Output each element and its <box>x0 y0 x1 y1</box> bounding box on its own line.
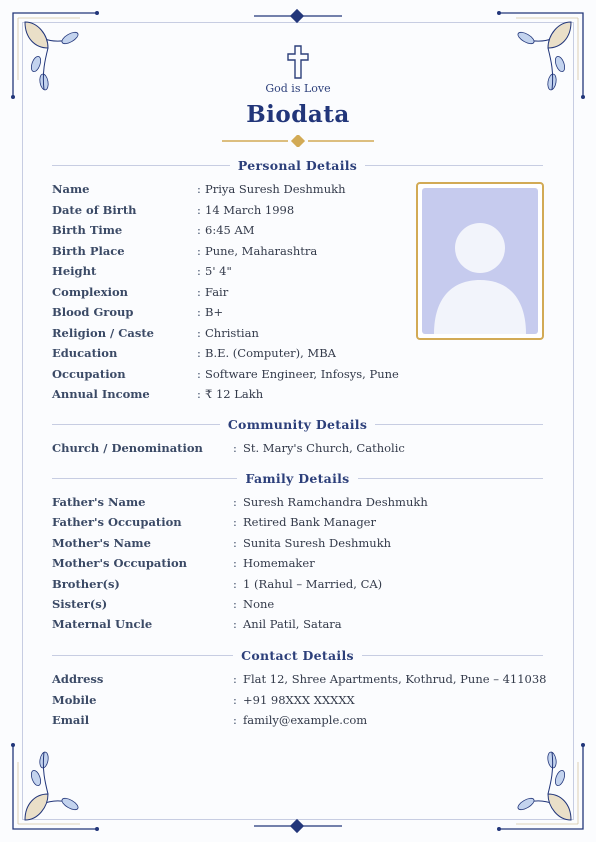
field-label: Religion / Caste <box>52 325 154 340</box>
field-separator: : <box>197 325 201 340</box>
family-detail-row <box>52 596 532 612</box>
field-label: Email <box>52 713 90 727</box>
field-value: 1 (Rahul – Married, CA) <box>243 576 383 591</box>
title-divider <box>222 135 374 147</box>
field-value: B+ <box>205 305 224 319</box>
community-detail-row <box>52 440 532 456</box>
profile-photo-frame <box>416 182 544 340</box>
field-value: 5' 4" <box>205 264 232 278</box>
field-value: Sunita Suresh Deshmukh <box>243 535 392 550</box>
field-separator: : <box>233 495 237 509</box>
person-silhouette-icon <box>422 188 538 334</box>
family-detail-row <box>52 535 532 551</box>
field-label: Height <box>52 264 97 278</box>
personal-detail-row <box>52 345 532 361</box>
field-separator: : <box>233 535 237 550</box>
field-separator: : <box>197 182 201 196</box>
field-label: Occupation <box>52 366 126 381</box>
family-detail-row <box>52 576 532 592</box>
field-separator: : <box>233 692 237 707</box>
field-label: Father's Occupation <box>52 515 182 530</box>
field-separator: : <box>233 576 237 591</box>
field-value: Fair <box>205 284 229 299</box>
field-value: ₹ 12 Lakh <box>205 387 264 401</box>
field-label: Mother's Name <box>52 535 151 550</box>
family-detail-row <box>52 616 532 632</box>
field-label: Annual Income <box>52 387 150 401</box>
field-value: 14 March 1998 <box>205 202 295 217</box>
field-value: Pune, Maharashtra <box>205 243 318 258</box>
cross-icon <box>287 45 309 79</box>
corner-ornament-bl <box>11 743 99 831</box>
field-value: +91 98XXX XXXXX <box>243 692 355 707</box>
field-label: Father's Name <box>52 495 146 509</box>
contact-detail-row <box>52 712 532 728</box>
field-value: Flat 12, Shree Apartments, Kothrud, Pune – 411038 <box>243 672 547 686</box>
field-label: Mother's Occupation <box>52 556 188 571</box>
field-value: Anil Patil, Satara <box>243 617 342 632</box>
field-separator: : <box>233 556 237 571</box>
field-separator: : <box>233 617 237 632</box>
page-title: Biodata <box>246 101 350 128</box>
field-label: Church / Denomination <box>52 441 203 455</box>
section-header-community <box>52 417 543 431</box>
field-value: 6:45 AM <box>205 223 255 237</box>
field-separator: : <box>197 305 201 319</box>
field-value: St. Mary's Church, Catholic <box>243 441 405 455</box>
field-separator: : <box>197 202 201 217</box>
field-value: B.E. (Computer), MBA <box>205 346 336 360</box>
field-separator: : <box>233 515 237 530</box>
field-label: Maternal Uncle <box>52 617 153 632</box>
field-separator: : <box>233 597 237 611</box>
contact-detail-row <box>52 671 547 687</box>
field-separator: : <box>233 672 237 686</box>
field-separator: : <box>233 441 237 455</box>
field-label: Complexion <box>52 284 128 299</box>
field-separator: : <box>197 346 201 360</box>
field-value: None <box>243 597 275 611</box>
field-label: Birth Place <box>52 243 125 258</box>
field-value: Software Engineer, Infosys, Pune <box>205 366 399 381</box>
field-separator: : <box>197 243 201 258</box>
family-detail-row <box>52 514 532 530</box>
section-title-personal: Personal Details <box>230 158 365 173</box>
family-detail-row <box>52 555 532 571</box>
field-value: Retired Bank Manager <box>243 515 376 530</box>
field-separator: : <box>197 387 201 401</box>
section-header-personal <box>52 158 543 172</box>
field-label: Date of Birth <box>52 202 137 217</box>
personal-detail-row <box>52 366 532 382</box>
section-title-community: Community Details <box>220 417 375 432</box>
field-label: Address <box>52 672 104 686</box>
field-value: Suresh Ramchandra Deshmukh <box>243 495 428 509</box>
motto-text: God is Love <box>265 82 331 95</box>
personal-detail-row <box>52 386 532 402</box>
field-separator: : <box>197 223 201 237</box>
section-header-family <box>52 471 543 485</box>
field-label: Sister(s) <box>52 597 108 611</box>
field-value: Homemaker <box>243 556 315 571</box>
field-value: Priya Suresh Deshmukh <box>205 182 346 196</box>
section-title-contact: Contact Details <box>233 648 362 663</box>
field-label: Name <box>52 182 90 196</box>
field-label: Education <box>52 346 118 360</box>
field-label: Brother(s) <box>52 576 120 591</box>
family-detail-row <box>52 494 532 510</box>
field-label: Birth Time <box>52 223 123 237</box>
field-separator: : <box>233 713 237 727</box>
field-separator: : <box>197 366 201 381</box>
section-title-family: Family Details <box>237 471 357 486</box>
field-separator: : <box>197 264 201 278</box>
corner-ornament-br <box>497 743 585 831</box>
field-value: family@example.com <box>243 713 368 727</box>
field-separator: : <box>197 284 201 299</box>
field-label: Blood Group <box>52 305 134 319</box>
field-label: Mobile <box>52 692 97 707</box>
section-header-contact <box>52 648 543 662</box>
contact-detail-row <box>52 692 532 708</box>
field-value: Christian <box>205 325 259 340</box>
